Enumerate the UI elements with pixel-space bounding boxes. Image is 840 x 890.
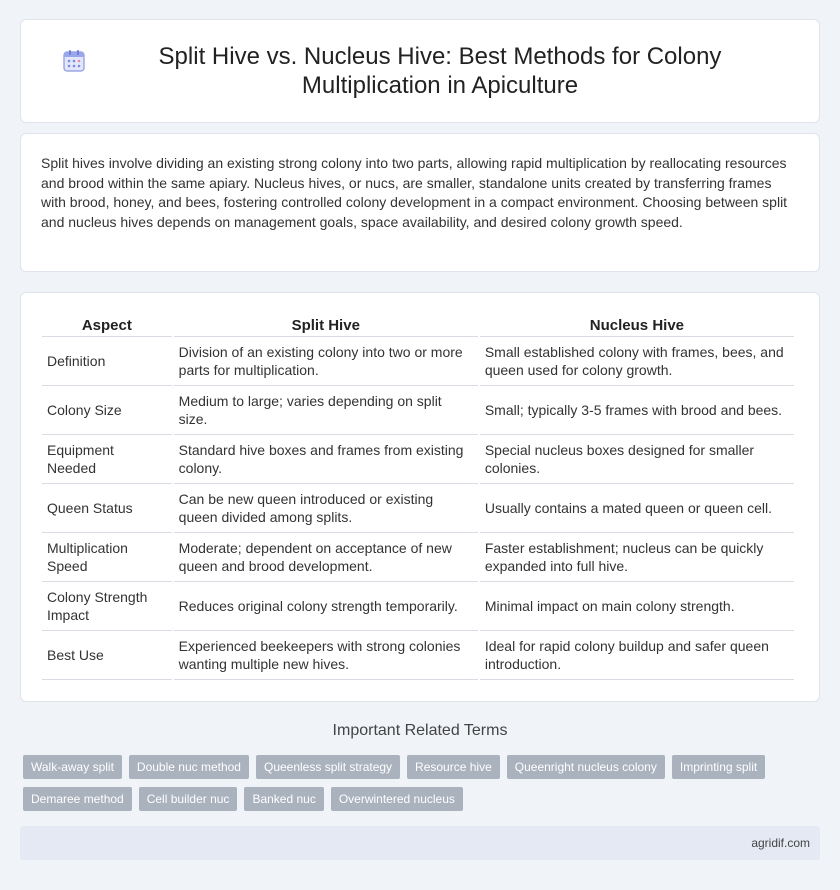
aspect-cell: Definition — [42, 337, 172, 386]
intro-card — [20, 133, 820, 272]
related-term-tag[interactable]: Banked nuc — [244, 787, 323, 811]
split-hive-cell: Can be new queen introduced or existing queen divided among splits. — [174, 484, 478, 533]
split-hive-cell: Experienced beekeepers with strong colonies wanting multiple new hives. — [174, 631, 478, 680]
split-hive-cell: Moderate; dependent on acceptance of new queen and brood development. — [174, 533, 478, 582]
nucleus-hive-cell: Faster establishment; nucleus can be quickly expanded into full hive. — [480, 533, 794, 582]
aspect-cell: Colony Strength Impact — [42, 582, 172, 631]
nucleus-hive-cell: Ideal for rapid colony buildup and safer queen introduction. — [480, 631, 794, 680]
related-terms-heading: Important Related Terms — [332, 722, 508, 739]
page-title: Split Hive vs. Nucleus Hive: Best Methods for Colony Multiplication in Apiculture — [158, 43, 722, 99]
title-row — [61, 42, 779, 100]
nucleus-hive-cell: Special nucleus boxes designed for smaller colonies. — [480, 435, 794, 484]
header-split-hive: Split Hive — [174, 313, 478, 337]
related-term-tag[interactable]: Resource hive — [407, 755, 500, 779]
related-term-tag[interactable]: Queenright nucleus colony — [507, 755, 665, 779]
calendar-grid-icon — [61, 48, 87, 74]
split-hive-cell: Standard hive boxes and frames from existing colony. — [174, 435, 478, 484]
table-row — [42, 484, 794, 533]
aspect-cell: Best Use — [42, 631, 172, 680]
comparison-table — [40, 313, 796, 680]
related-terms-list — [23, 755, 823, 811]
table-row — [42, 631, 794, 680]
related-term-tag[interactable]: Double nuc method — [129, 755, 249, 779]
related-term-tag[interactable]: Demaree method — [23, 787, 132, 811]
table-row — [42, 337, 794, 386]
split-hive-cell: Reduces original colony strength temporarily. — [174, 582, 478, 631]
nucleus-hive-cell: Small established colony with frames, bees, and queen used for colony growth. — [480, 337, 794, 386]
nucleus-hive-cell: Small; typically 3-5 frames with brood and bees. — [480, 386, 794, 435]
comparison-card — [20, 292, 820, 702]
footer-site-link[interactable]: agridif.com — [751, 836, 810, 850]
table-header-row — [42, 313, 794, 337]
related-term-tag[interactable]: Walk-away split — [23, 755, 122, 779]
header-nucleus-hive: Nucleus Hive — [480, 313, 794, 337]
aspect-cell: Colony Size — [42, 386, 172, 435]
split-hive-cell: Division of an existing colony into two or more parts for multiplication. — [174, 337, 478, 386]
table-row — [42, 435, 794, 484]
table-row — [42, 533, 794, 582]
nucleus-hive-cell: Minimal impact on main colony strength. — [480, 582, 794, 631]
table-row — [42, 582, 794, 631]
intro-paragraph: Split hives involve dividing an existing strong colony into two parts, allowing rapid multiplication by reallocating resources and brood within the same apiary. Nucleus hives, or nucs, are smaller, standalone units created by transferring frames with brood, honey, and bees, fostering controlled colony development in a compact environment. Choosing between split and nucleus hives depends on management goals, space availability, and desired colony growth speed. — [41, 155, 788, 230]
footer-bar — [20, 826, 820, 860]
aspect-cell: Multiplication Speed — [42, 533, 172, 582]
header-aspect: Aspect — [42, 313, 172, 337]
related-term-tag[interactable]: Imprinting split — [672, 755, 765, 779]
aspect-cell: Equipment Needed — [42, 435, 172, 484]
title-card — [20, 19, 820, 123]
table-row — [42, 386, 794, 435]
related-term-tag[interactable]: Cell builder nuc — [139, 787, 238, 811]
split-hive-cell: Medium to large; varies depending on split size. — [174, 386, 478, 435]
related-term-tag[interactable]: Queenless split strategy — [256, 755, 400, 779]
nucleus-hive-cell: Usually contains a mated queen or queen cell. — [480, 484, 794, 533]
aspect-cell: Queen Status — [42, 484, 172, 533]
related-term-tag[interactable]: Overwintered nucleus — [331, 787, 463, 811]
